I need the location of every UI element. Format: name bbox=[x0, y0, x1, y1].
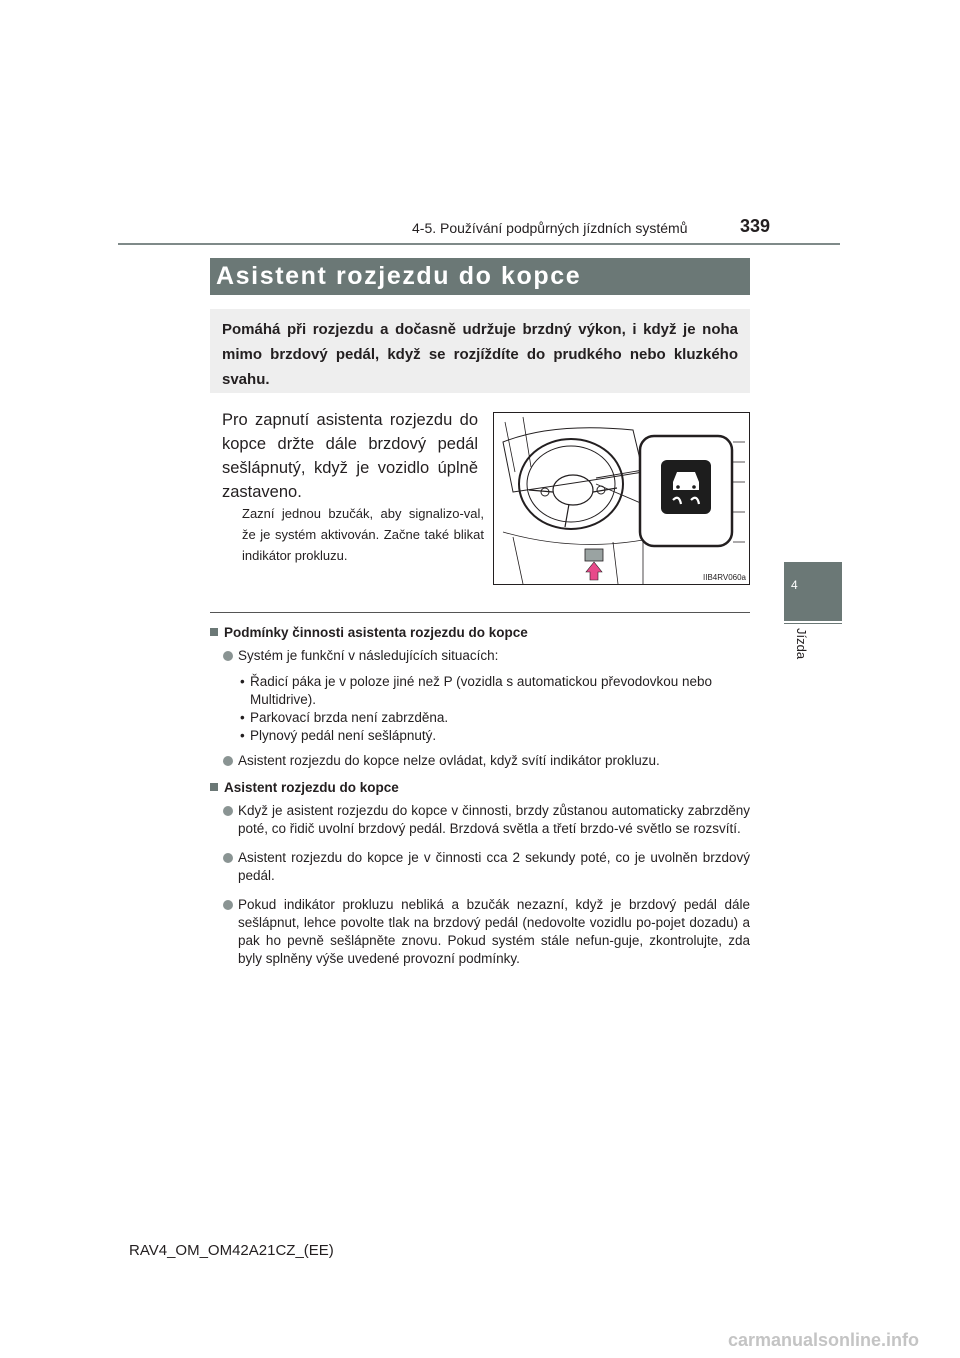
sub-list-text: Řadicí páka je v poloze jiné než P (vozidla s automatickou převodovkou nebo Multidrive). bbox=[250, 674, 713, 707]
sub-list-item bbox=[210, 673, 750, 709]
sub-list-text: Plynový pedál není sešlápnutý. bbox=[250, 728, 437, 743]
document-code: RAV4_OM_OM42A21CZ_(EE) bbox=[129, 1242, 334, 1259]
bullet-dot-icon bbox=[223, 806, 233, 816]
list-item-text: Asistent rozjezdu do kopce je v činnosti cca 2 sekundy poté, co je uvolněn brzdový pedál. bbox=[238, 850, 750, 883]
bullet-dot-icon bbox=[223, 651, 233, 661]
section-heading bbox=[210, 779, 750, 797]
summary-box bbox=[210, 309, 750, 393]
page-title: Asistent rozjezdu do kopce bbox=[216, 262, 582, 290]
section-title: 4-5. Používání podpůrných jízdních systémů bbox=[412, 220, 688, 236]
square-bullet-icon bbox=[210, 783, 218, 791]
watermark: carmanualsonline.info bbox=[728, 1330, 920, 1350]
sub-list-item bbox=[210, 727, 750, 745]
section-heading-text: Podmínky činnosti asistenta rozjezdu do kopce bbox=[224, 625, 528, 640]
sub-bullet: • bbox=[240, 674, 245, 689]
list-item-text: Systém je funkční v následujících situacích: bbox=[238, 648, 499, 663]
bullet-dot-icon bbox=[223, 900, 233, 910]
list-item bbox=[210, 802, 750, 838]
sub-list-text: Parkovací brzda není zabrzděna. bbox=[250, 710, 449, 725]
sub-list bbox=[210, 673, 750, 745]
square-bullet-icon bbox=[210, 628, 218, 636]
list-item-text: Pokud indikátor prokluzu nebliká a bzučák nezazní, když je brzdový pedál dále sešlápnut, lehce povolte tlak na brzdový pedál (nedovolte vozidlu po-pojet dozadu) a pak ho pevně sešlápněte znovu. Pokud systém stále nefun-guje, zkontrolujte, zda byly splněny výše uvedené provozní podmínky. bbox=[238, 897, 750, 966]
list-item bbox=[210, 647, 750, 665]
list-item bbox=[210, 896, 750, 968]
intro-text: Pro zapnutí asistenta rozjezdu do kopce držte dále brzdový pedál sešlápnutý, když je vozidlo úplně zastaveno. bbox=[222, 411, 478, 501]
sub-list-item bbox=[210, 709, 750, 727]
bullet-dot-icon bbox=[223, 756, 233, 766]
sub-bullet: • bbox=[240, 710, 245, 725]
list-item bbox=[210, 849, 750, 885]
bullet-dot-icon bbox=[223, 853, 233, 863]
list-item-text: Když je asistent rozjezdu do kopce v činnosti, brzdy zůstanou automaticky zabrzděny poté, co řidič uvolní brzdový pedál. Brzdová světla a třetí brzdo-vé světlo se rozsvítí. bbox=[238, 803, 750, 836]
intro-note: Zazní jednou bzučák, aby signalizo-val, že je systém aktivován. Začne také blikat indikátor prokluzu. bbox=[242, 506, 484, 563]
chapter-tab-line bbox=[784, 623, 842, 624]
section-divider bbox=[210, 612, 750, 613]
list-item bbox=[210, 752, 750, 770]
section-heading-text: Asistent rozjezdu do kopce bbox=[224, 780, 399, 795]
summary-text: Pomáhá při rozjezdu a dočasně udržuje brzdný výkon, i když je noha mimo brzdový pedál, když se rozjíždíte do prudkého nebo kluzkého svahu. bbox=[222, 321, 738, 388]
sub-bullet: • bbox=[240, 728, 245, 743]
chapter-number: 4 bbox=[791, 578, 798, 592]
dashboard-illustration bbox=[493, 412, 750, 585]
page-number: 339 bbox=[740, 216, 771, 236]
section-hill-assist bbox=[210, 779, 750, 968]
chapter-label: Jízda bbox=[794, 628, 809, 660]
header-rule bbox=[118, 243, 840, 245]
section-conditions bbox=[210, 624, 750, 770]
section-heading bbox=[210, 624, 750, 642]
list-item-text: Asistent rozjezdu do kopce nelze ovládat, když svítí indikátor prokluzu. bbox=[238, 753, 660, 768]
figure-code: IIB4RV060a bbox=[703, 573, 746, 582]
